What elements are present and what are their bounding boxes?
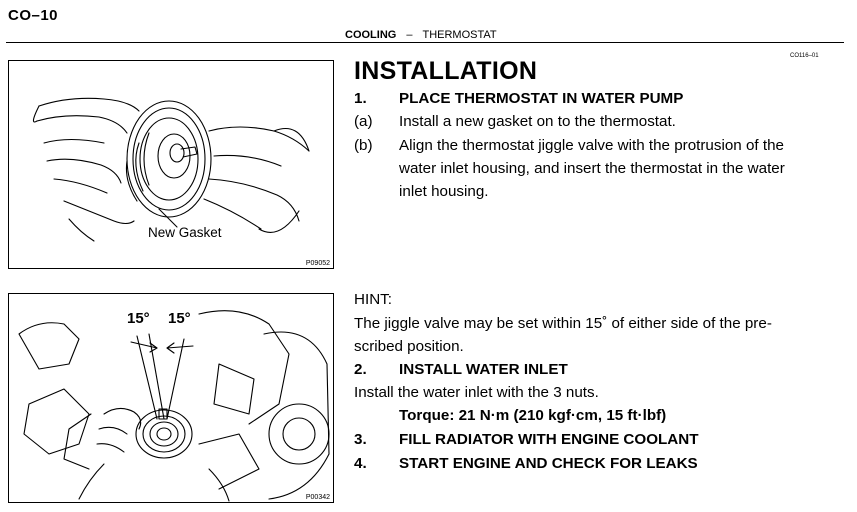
figure-callout-new-gasket: New Gasket [148, 225, 222, 240]
page-number: CO–10 [8, 7, 59, 24]
substep-text: inlet housing. [399, 183, 489, 200]
substep-text: Align the thermostat jiggle valve with the protrusion of the [399, 137, 784, 154]
header-topic: THERMOSTAT [422, 29, 497, 41]
step-number: 2. [354, 361, 367, 378]
document-reference: CO116–01 [790, 53, 819, 59]
angle-label-left: 15° [127, 310, 150, 327]
header-separator: – [406, 29, 413, 41]
hint-text: The jiggle valve may be set within 15˚ of either side of the pre- [354, 315, 772, 332]
header-rule [6, 42, 844, 43]
step-title: INSTALL WATER INLET [399, 361, 568, 378]
header-section: COOLING [345, 29, 397, 41]
figure-code: P09052 [305, 260, 330, 267]
figure-thermostat-gasket [8, 60, 334, 269]
figure-jiggle-valve-angle [8, 293, 334, 503]
step-2-text: Install the water inlet with the 3 nuts. [354, 384, 599, 401]
substep-letter: (b) [354, 137, 373, 154]
figure-code: P00342 [305, 494, 330, 501]
substep-letter: (a) [354, 113, 373, 130]
substep-text: water inlet housing, and insert the thermostat in the water [399, 160, 785, 177]
step-title: START ENGINE AND CHECK FOR LEAKS [399, 455, 698, 472]
torque-spec: Torque: 21 N·m (210 kgf·cm, 15 ft·lbf) [399, 407, 667, 424]
hint-text-line2: scribed position. [354, 338, 464, 355]
step-number: 1. [354, 90, 367, 107]
step-title: PLACE THERMOSTAT IN WATER PUMP [399, 90, 684, 107]
substep-text: Install a new gasket on to the thermostat. [399, 113, 676, 130]
running-header [345, 29, 497, 41]
step-number: 4. [354, 455, 367, 472]
step-title: FILL RADIATOR WITH ENGINE COOLANT [399, 431, 699, 448]
angle-label-right: 15° [168, 310, 191, 327]
hint-label: HINT: [354, 291, 392, 308]
section-title: INSTALLATION [354, 57, 538, 85]
step-number: 3. [354, 431, 367, 448]
